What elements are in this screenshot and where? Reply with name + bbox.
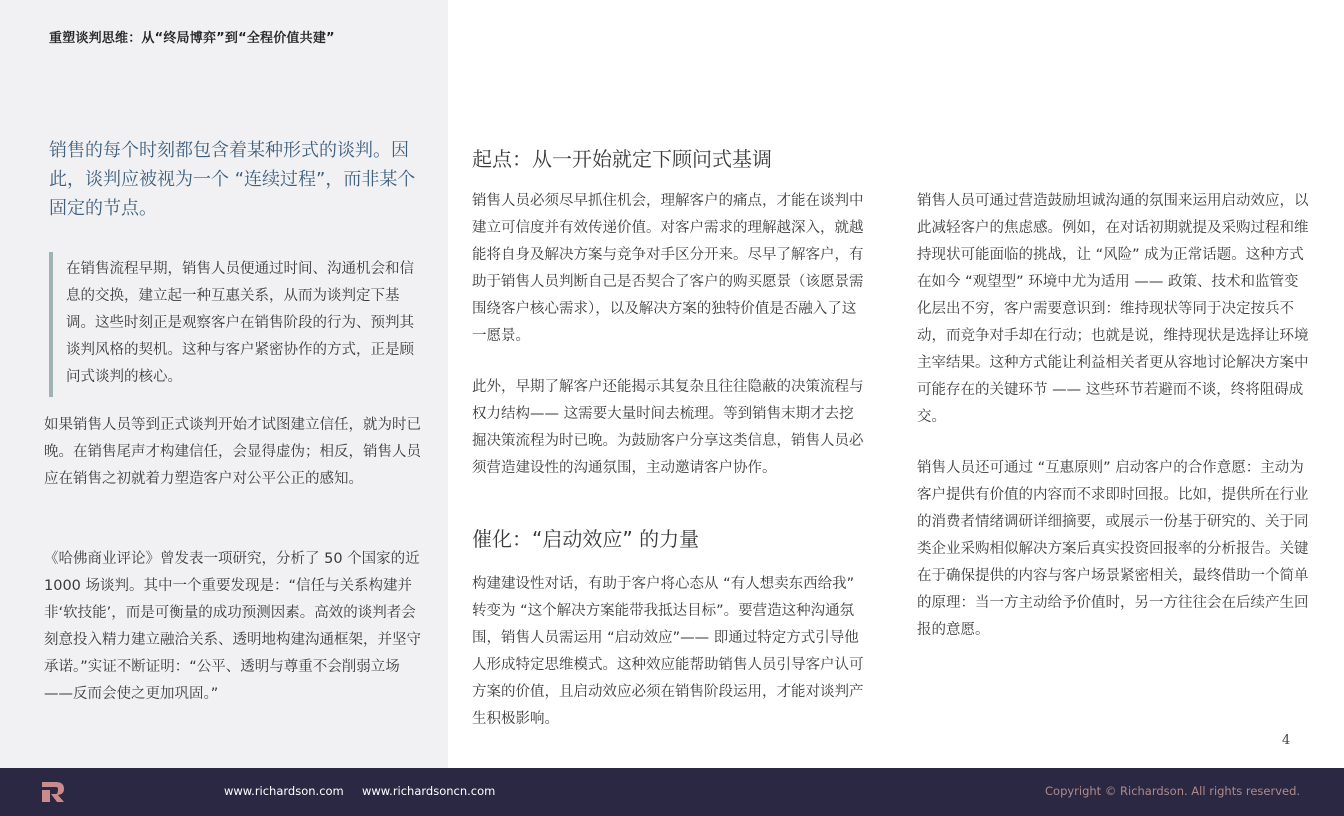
pull-quote: 销售的每个时刻都包含着某种形式的谈判。因此，谈判应被视为一个 “连续过程”，而非某个固定的节点。 bbox=[49, 140, 416, 219]
right-paragraph-1: 销售人员可通过营造鼓励坦诚沟通的氛围来运用启动效应，以此减轻客户的焦虑感。例如，在对话初期就提及采购过程和维持现状可能面临的挑战，让 “风险” 成为正常话题。这种方式在如今 “观望型” 环境中尤为适用 —— 政策、技术和监管变化层出不穷，客户需要意识到：维持现状等同于决定按兵不动，而竞争对手却在行动；也就是说，维持现状是选择让环境主宰结果。这种方式能让利益相关者更从容地讨论解决方案中可能存在的关键环节 —— 这些环节若避而不谈，终将阻碍成交。 bbox=[917, 193, 1309, 425]
left-paragraph-1: 如果销售人员等到正式谈判开始才试图建立信任，就为时已晚。在销售尾声才构建信任，会显得虚伪；相反，销售人员应在销售之初就着力塑造客户对公平公正的感知。 bbox=[44, 417, 421, 487]
middle-paragraph-3: 构建建设性对话，有助于客户将心态从 “有人想卖东西给我” 转变为 “这个解决方案能带我抵达目标”。要营造这种沟通氛围，销售人员需运用 “启动效应”—— 即通过特定方式引导他人形成特定思维模式。这种效应能帮助销售人员引导客户认可方案的价值，且启动效应必须在销售阶段运用，才能对谈判产生积极影响。 bbox=[472, 576, 864, 727]
footer-bar bbox=[0, 768, 1344, 816]
right-paragraph-2: 销售人员还可通过 “互惠原则” 启动客户的合作意愿：主动为客户提供有价值的内容而不求即时回报。比如，提供所在行业的消费者情绪调研详细摘要，或展示一份基于研究的、关于同类企业采购相似解决方案后真实投资回报率的分析报告。关键在于确保提供的内容与客户场景紧密相关，最终借助一个简单的原理：当一方主动给予价值时，另一方往往会在后续产生回报的意愿。 bbox=[917, 460, 1309, 638]
section-heading-start: 起点：从一开始就定下顾问式基调 bbox=[472, 147, 772, 171]
page-number: 4 bbox=[1282, 733, 1291, 748]
footer-link-richardsoncn[interactable]: www.richardsoncn.com bbox=[362, 784, 496, 798]
left-paragraph-2: 《哈佛商业评论》曾发表一项研究，分析了 50 个国家的近 1000 场谈判。其中一个重要发现是：“信任与关系构建并非‘软技能’，而是可衡量的成功预测因素。高效的谈判者会刻意投入精力建立融洽关系、透明地构建沟通框架，并坚守承诺。”实证不断证明：“公平、透明与尊重不会削弱立场——反而会使之更加巩固。” bbox=[44, 551, 421, 702]
callout-text: 在销售流程早期，销售人员便通过时间、沟通机会和信息的交换，建立起一种互惠关系，从而为谈判定下基调。这些时刻正是观察客户在销售阶段的行为、预判其谈判风格的契机。这种与客户紧密协作的方式，正是顾问式谈判的核心。 bbox=[66, 261, 414, 385]
section-heading-priming: 催化：“启动效应” 的力量 bbox=[472, 527, 700, 551]
page-header-title: 重塑谈判思维：从“终局博弈”到“全程价值共建” bbox=[49, 31, 335, 46]
middle-paragraph-1: 销售人员必须尽早抓住机会，理解客户的痛点，才能在谈判中建立可信度并有效传递价值。对客户需求的理解越深入，就越能将自身及解决方案与竞争对手区分开来。尽早了解客户，有助于销售人员判断自己是否契合了客户的购买愿景（该愿景需围绕客户核心需求），以及解决方案的独特价值是否融入了这一愿景。 bbox=[472, 193, 864, 344]
richardson-logo-icon bbox=[40, 780, 66, 804]
middle-paragraph-2: 此外，早期了解客户还能揭示其复杂且往往隐蔽的决策流程与权力结构—— 这需要大量时间去梳理。等到销售末期才去挖掘决策流程为时已晚。为鼓励客户分享这类信息，销售人员必须营造建设性的沟通氛围，主动邀请客户协作。 bbox=[472, 379, 864, 476]
copyright-text: Copyright © Richardson. All rights reserved. bbox=[1045, 784, 1301, 798]
callout-box bbox=[49, 252, 421, 397]
footer-link-richardson[interactable]: www.richardson.com bbox=[224, 784, 344, 798]
